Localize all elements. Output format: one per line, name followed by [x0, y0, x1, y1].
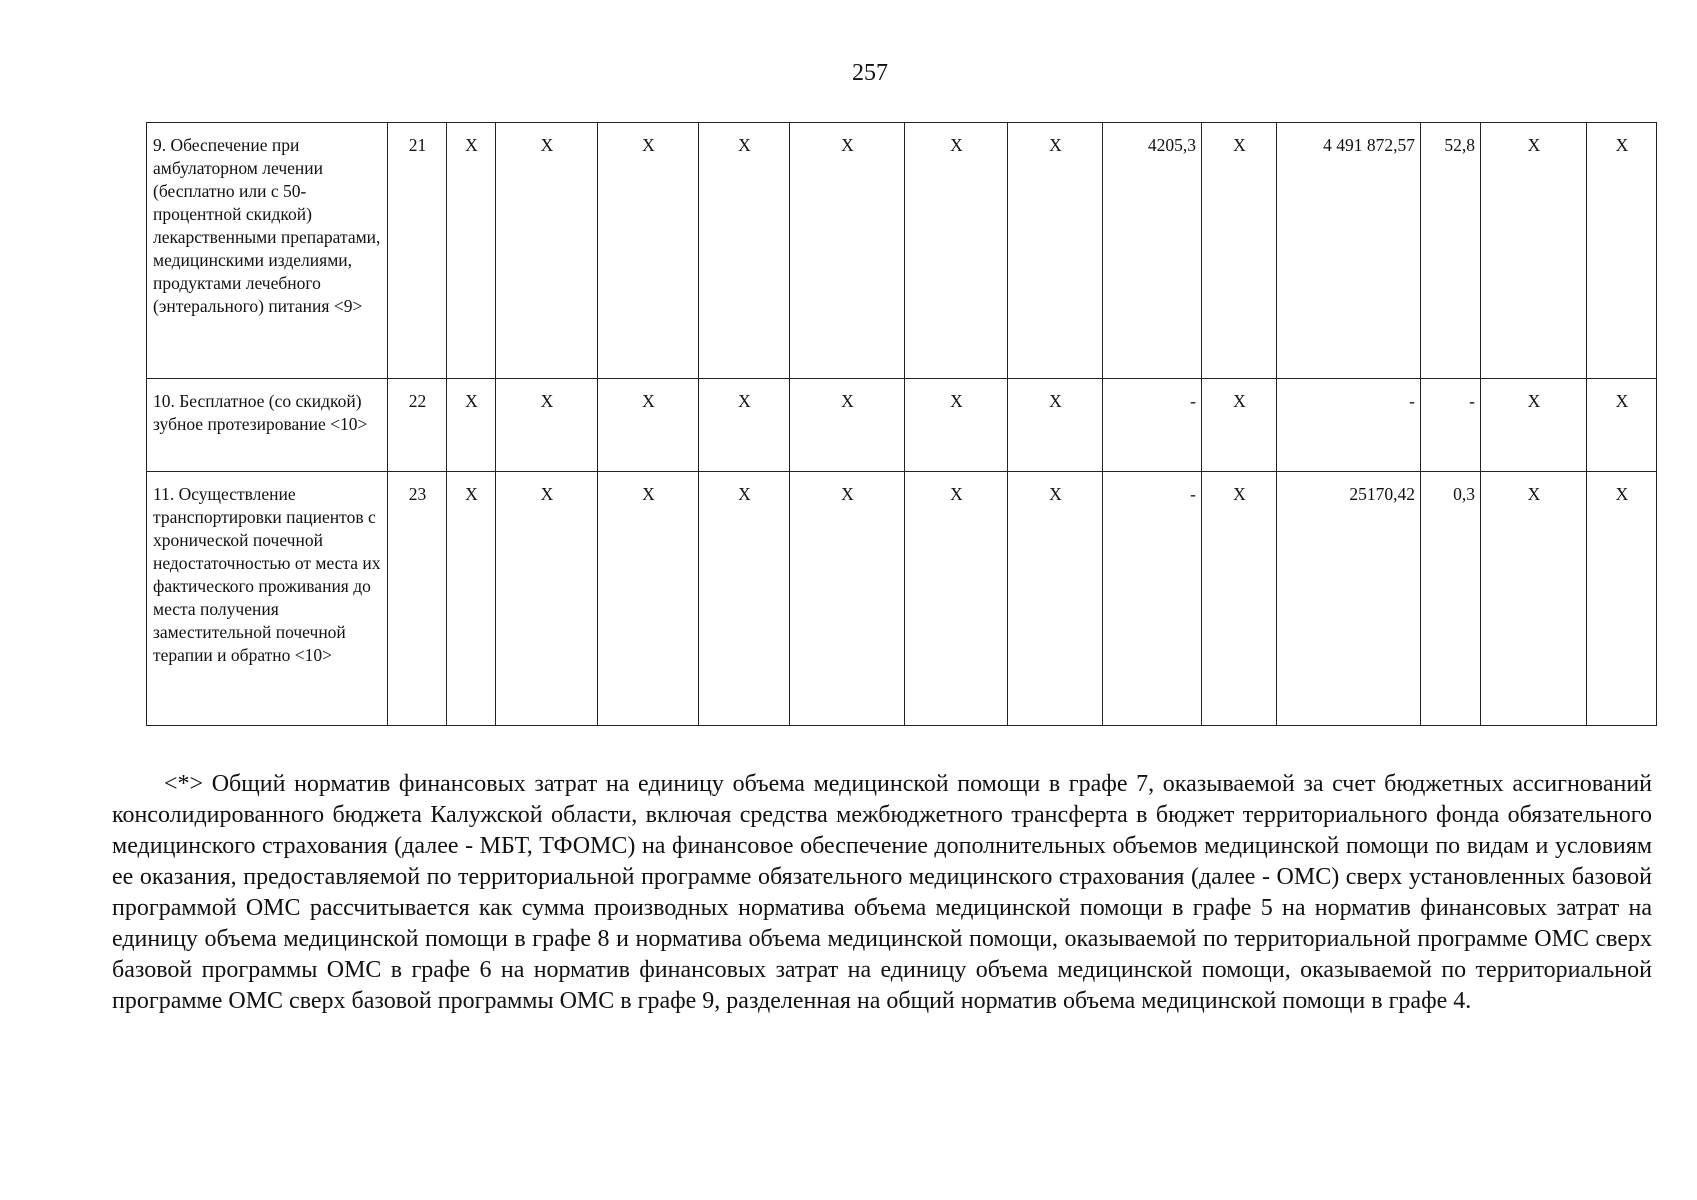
table-cell: Х [790, 379, 905, 472]
table-cell: - [1103, 379, 1202, 472]
table-cell: 4 491 872,57 [1277, 123, 1421, 379]
table-cell: Х [1202, 123, 1277, 379]
table-cell: Х [905, 472, 1008, 726]
table-cell: Х [1008, 123, 1103, 379]
table-cell: - [1277, 379, 1421, 472]
table-cell: Х [447, 379, 496, 472]
budget-table [146, 122, 1657, 726]
table-cell: Х [598, 472, 699, 726]
table-cell: Х [1008, 379, 1103, 472]
table-row [147, 379, 1657, 472]
row-description: 10. Бесплатное (со скидкой) зубное протезирование <10> [147, 379, 388, 472]
table-cell: Х [447, 123, 496, 379]
table-cell: Х [905, 123, 1008, 379]
table-cell: - [1103, 472, 1202, 726]
table-cell: Х [1481, 379, 1587, 472]
table-cell: Х [598, 123, 699, 379]
table-cell: - [1421, 379, 1481, 472]
table-cell: Х [496, 379, 598, 472]
row-description: 9. Обеспечение при амбулаторном лечении (бесплатно или с 50-процентной скидкой) лекарственными препаратами, медицинскими изделиями, продуктами лечебного (энтерального) питания <9> [147, 123, 388, 379]
footnote-text: <*> Общий норматив финансовых затрат на единицу объема медицинской помощи в графе 7, оказываемой за счет бюджетных ассигнований консолидированного бюджета Калужской области, включая средства межбюджетного трансферта в бюджет территориального фонда обязательного медицинского страхования (далее - МБТ, ТФОМС) на финансовое обеспечение дополнительных объемов медицинской помощи по видам и условиям ее оказания, предоставляемой по территориальной программе обязательного медицинского страхования (далее - ОМС) сверх установленных базовой программой ОМС рассчитывается как сумма производных норматива объема медицинской помощи в графе 5 на норматив финансовых затрат на единицу объема медицинской помощи в графе 8 и норматива объема медицинской помощи, оказываемой по территориальной программе ОМС сверх базовой программы ОМС в графе 6 на норматив финансовых затрат на единицу объема медицинской помощи, оказываемой по территориальной программе ОМС сверх базовой программы ОМС в графе 9, разделенная на общий норматив объема медицинской помощи в графе 4. [112, 771, 1652, 1014]
table-cell: Х [1587, 472, 1657, 726]
table-cell: Х [1008, 472, 1103, 726]
row-code: 21 [388, 123, 447, 379]
table-cell: Х [1587, 123, 1657, 379]
table-cell: Х [1481, 472, 1587, 726]
table-cell: Х [598, 379, 699, 472]
table-cell: 0,3 [1421, 472, 1481, 726]
table-cell: Х [790, 123, 905, 379]
table-cell: Х [1481, 123, 1587, 379]
table-cell: Х [1202, 379, 1277, 472]
table-row [147, 472, 1657, 726]
row-code: 22 [388, 379, 447, 472]
table-cell: Х [699, 123, 790, 379]
table-cell: 25170,42 [1277, 472, 1421, 726]
table-cell: Х [699, 472, 790, 726]
table-cell: Х [496, 472, 598, 726]
table-cell: 52,8 [1421, 123, 1481, 379]
table-cell: Х [1587, 379, 1657, 472]
table-row [147, 123, 1657, 379]
table-cell: Х [905, 379, 1008, 472]
table-cell: Х [496, 123, 598, 379]
table-cell: Х [790, 472, 905, 726]
table-cell: 4205,3 [1103, 123, 1202, 379]
table-cell: Х [1202, 472, 1277, 726]
row-code: 23 [388, 472, 447, 726]
table-cell: Х [447, 472, 496, 726]
row-description: 11. Осуществление транспортировки пациентов с хронической почечной недостаточностью от места их фактического проживания до места получения заместительной почечной терапии и обратно <10> [147, 472, 388, 726]
table-cell: Х [699, 379, 790, 472]
page-number: 257 [852, 60, 888, 86]
